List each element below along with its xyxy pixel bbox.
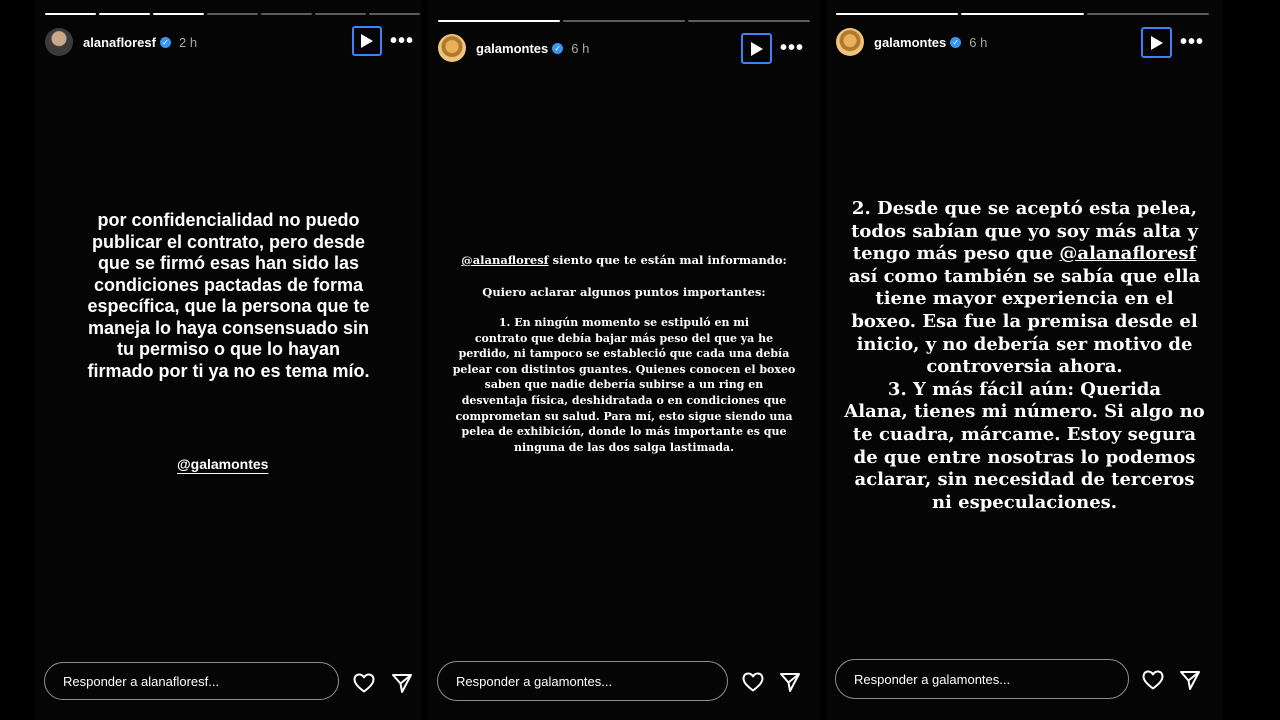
share-button[interactable] [1178,668,1202,692]
story-progress-bar [836,13,1209,15]
story-text [836,198,1213,514]
play-button[interactable] [1141,27,1172,58]
play-icon [360,33,374,49]
share-button[interactable] [390,671,414,695]
heart-icon [741,670,765,694]
send-icon [390,671,414,695]
story-text: por confidencialidad no puedo publicar el contrato, pero desde que se firmó esas han sido las condiciones pactadas de forma específica, que la persona que te maneja lo haya consensuado sin tu permiso o que lo hayan firmado por ti ya no es tema mío. [87,210,370,381]
mention-alanafloresf[interactable]: @alanafloresf [1059,243,1197,265]
username[interactable]: galamontes [476,40,549,56]
timestamp: 2 h [178,34,198,50]
verified-icon: ✓ [160,37,171,48]
reply-input[interactable]: Responder a alanafloresf... [44,662,339,700]
play-icon [1150,35,1164,51]
play-icon [750,41,764,57]
reply-input[interactable]: Responder a galamontes... [437,661,728,701]
timestamp: 6 h [969,34,988,50]
send-icon [778,670,802,694]
avatar[interactable] [836,28,864,56]
story-progress-bar [45,13,420,15]
reply-input[interactable]: Responder a galamontes... [835,659,1129,699]
mention-galamontes[interactable]: @galamontes [177,456,269,472]
heart-icon [1141,668,1165,692]
avatar[interactable] [45,28,73,56]
like-button[interactable] [741,670,765,694]
verified-icon: ✓ [552,43,563,54]
story-text-part2: así como también se sabía que ella tiene mayor experiencia en el boxeo. Esa fue la premisa desde el inicio, y no debería ser motivo de controversia ahora. 3. Y más fácil aún: Querida Alana, tienes mi número. Si algo no te cuadra, márcame. Estoy segura de que entre nosotras lo podemos aclarar, sin necesidad de terceros ni especulaciones. [844,265,1205,513]
share-button[interactable] [778,670,802,694]
play-button[interactable] [741,33,772,64]
heart-icon [352,671,376,695]
username[interactable]: galamontes [874,34,947,50]
send-icon [1178,668,1202,692]
story-text: 1. En ningún momento se estipuló en mi contrato que debía bajar más peso del que ya he perdido, ni tampoco se estableció que cada una debía pelear con distintos guantes. Quienes conocen el boxeo saben que nadie debería subirse a un ring en desventaja física, deshidratada o en condiciones que comprometan su salud. Para mí, esto sigue siendo una pelea de exhibición, donde lo más importante es que ninguna de las dos salga lastimada. [452,316,796,454]
username[interactable]: alanafloresf [83,34,156,50]
like-button[interactable] [1141,668,1165,692]
story-panel-galamontes-2 [826,0,1223,720]
intro-text: siento que te están mal informando: [548,253,787,267]
more-icon[interactable]: ••• [1180,31,1205,53]
more-icon[interactable]: ••• [390,30,415,52]
story-panel-galamontes-1 [428,0,820,720]
story-heading: Quiero aclarar algunos puntos importantes: [482,285,766,299]
story-intro [438,253,810,268]
more-icon[interactable]: ••• [780,37,805,59]
avatar[interactable] [438,34,466,62]
story-panel-alanafloresf [35,0,422,720]
verified-icon: ✓ [950,37,961,48]
story-progress-bar [438,20,810,22]
mention-alanafloresf[interactable]: @alanafloresf [461,253,549,267]
timestamp: 6 h [571,40,590,56]
like-button[interactable] [352,671,376,695]
play-button[interactable] [352,26,382,56]
story-text-part1: 2. Desde que se aceptó esta pelea, todos sabían que yo soy más alta y tengo más peso que [851,198,1198,265]
